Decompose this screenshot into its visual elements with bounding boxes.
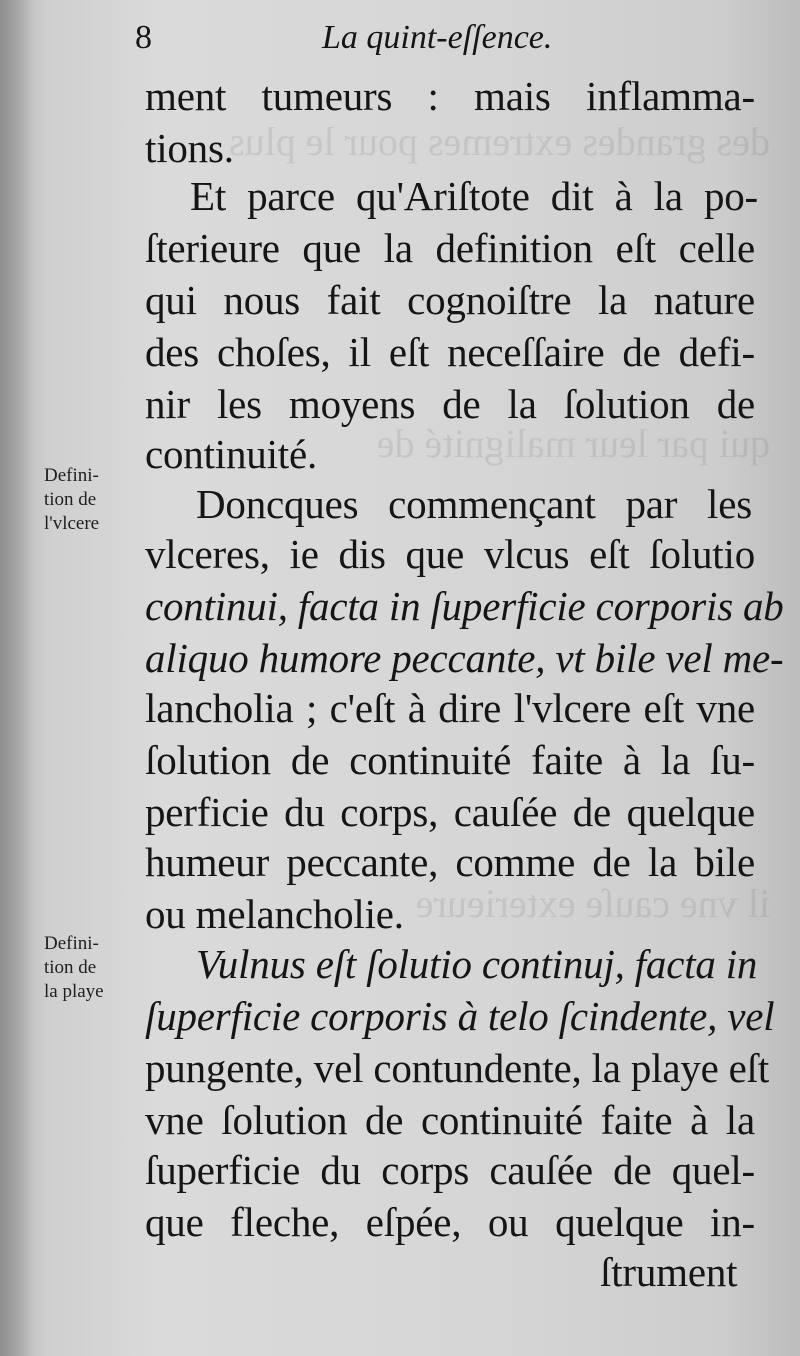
catchword: ſtrument bbox=[600, 1249, 738, 1295]
text-line: qui nous fait cognoiſtre la nature bbox=[145, 277, 755, 323]
text-line: tions. bbox=[145, 125, 234, 171]
text-line: ſuperficie corporis à telo ſcindente, vel bbox=[145, 993, 775, 1039]
text-line: ſolution de continuité faite à la ſu- bbox=[145, 737, 755, 783]
text-line: Vulnus eſt ſolutio continuj, facta in bbox=[196, 941, 758, 987]
text-line: vlceres, ie dis que vlcus eſt ſolutio bbox=[145, 531, 755, 577]
text-line: Et parce qu'Ariſtote dit à la po- bbox=[190, 173, 758, 219]
margin-note-line: Defini- bbox=[44, 465, 99, 486]
text-line: continui, facta in ſuperficie corporis ab bbox=[145, 583, 784, 629]
bleed-through-text: il vne cauſe exterieure bbox=[415, 881, 770, 926]
text-line: humeur peccante, comme de la bile bbox=[145, 839, 755, 885]
page-number: 8 bbox=[135, 19, 152, 56]
text-line: des choſes, il eſt neceſſaire de defi- bbox=[145, 329, 755, 375]
margin-note-line: tion de bbox=[44, 957, 97, 978]
text-line: nir les moyens de la ſolution de bbox=[145, 381, 755, 427]
running-title: La quint-eſſence. bbox=[322, 19, 553, 56]
text-line: ment tumeurs : mais inflamma- bbox=[145, 73, 755, 119]
text-line: ſuperficie du corps cauſée de quel- bbox=[145, 1147, 755, 1193]
margin-note-line: la playe bbox=[44, 981, 104, 1002]
margin-note-ulcer bbox=[44, 464, 144, 536]
text-line: ſterieure que la definition eſt celle bbox=[145, 225, 755, 271]
text-line: pungente, vel contundente, la playe eſt bbox=[145, 1045, 770, 1091]
text-line: que fleche, eſpée, ou quelque in- bbox=[145, 1199, 755, 1245]
text-line: perficie du corps, cauſée de quelque bbox=[145, 789, 755, 835]
margin-note-wound bbox=[44, 932, 144, 1004]
bleed-through-text: qui par leur malignité de bbox=[376, 421, 770, 466]
text-line: Doncques commençant par les bbox=[196, 481, 752, 527]
text-line: aliquo humore peccante, vt bile vel me- bbox=[145, 635, 784, 681]
margin-note-line: Defini- bbox=[44, 933, 99, 954]
text-line: ou melancholie. bbox=[145, 891, 404, 937]
margin-note-line: tion de bbox=[44, 489, 97, 510]
text-line: vne ſolution de continuité faite à la bbox=[145, 1097, 755, 1143]
margin-note-line: l'vlcere bbox=[44, 513, 100, 534]
bleed-through-text: des grandes extremes pour le plus bbox=[229, 119, 770, 164]
text-line: continuité. bbox=[145, 431, 318, 477]
text-line: lancholia ; c'eſt à dire l'vlcere eſt vne bbox=[145, 685, 755, 731]
